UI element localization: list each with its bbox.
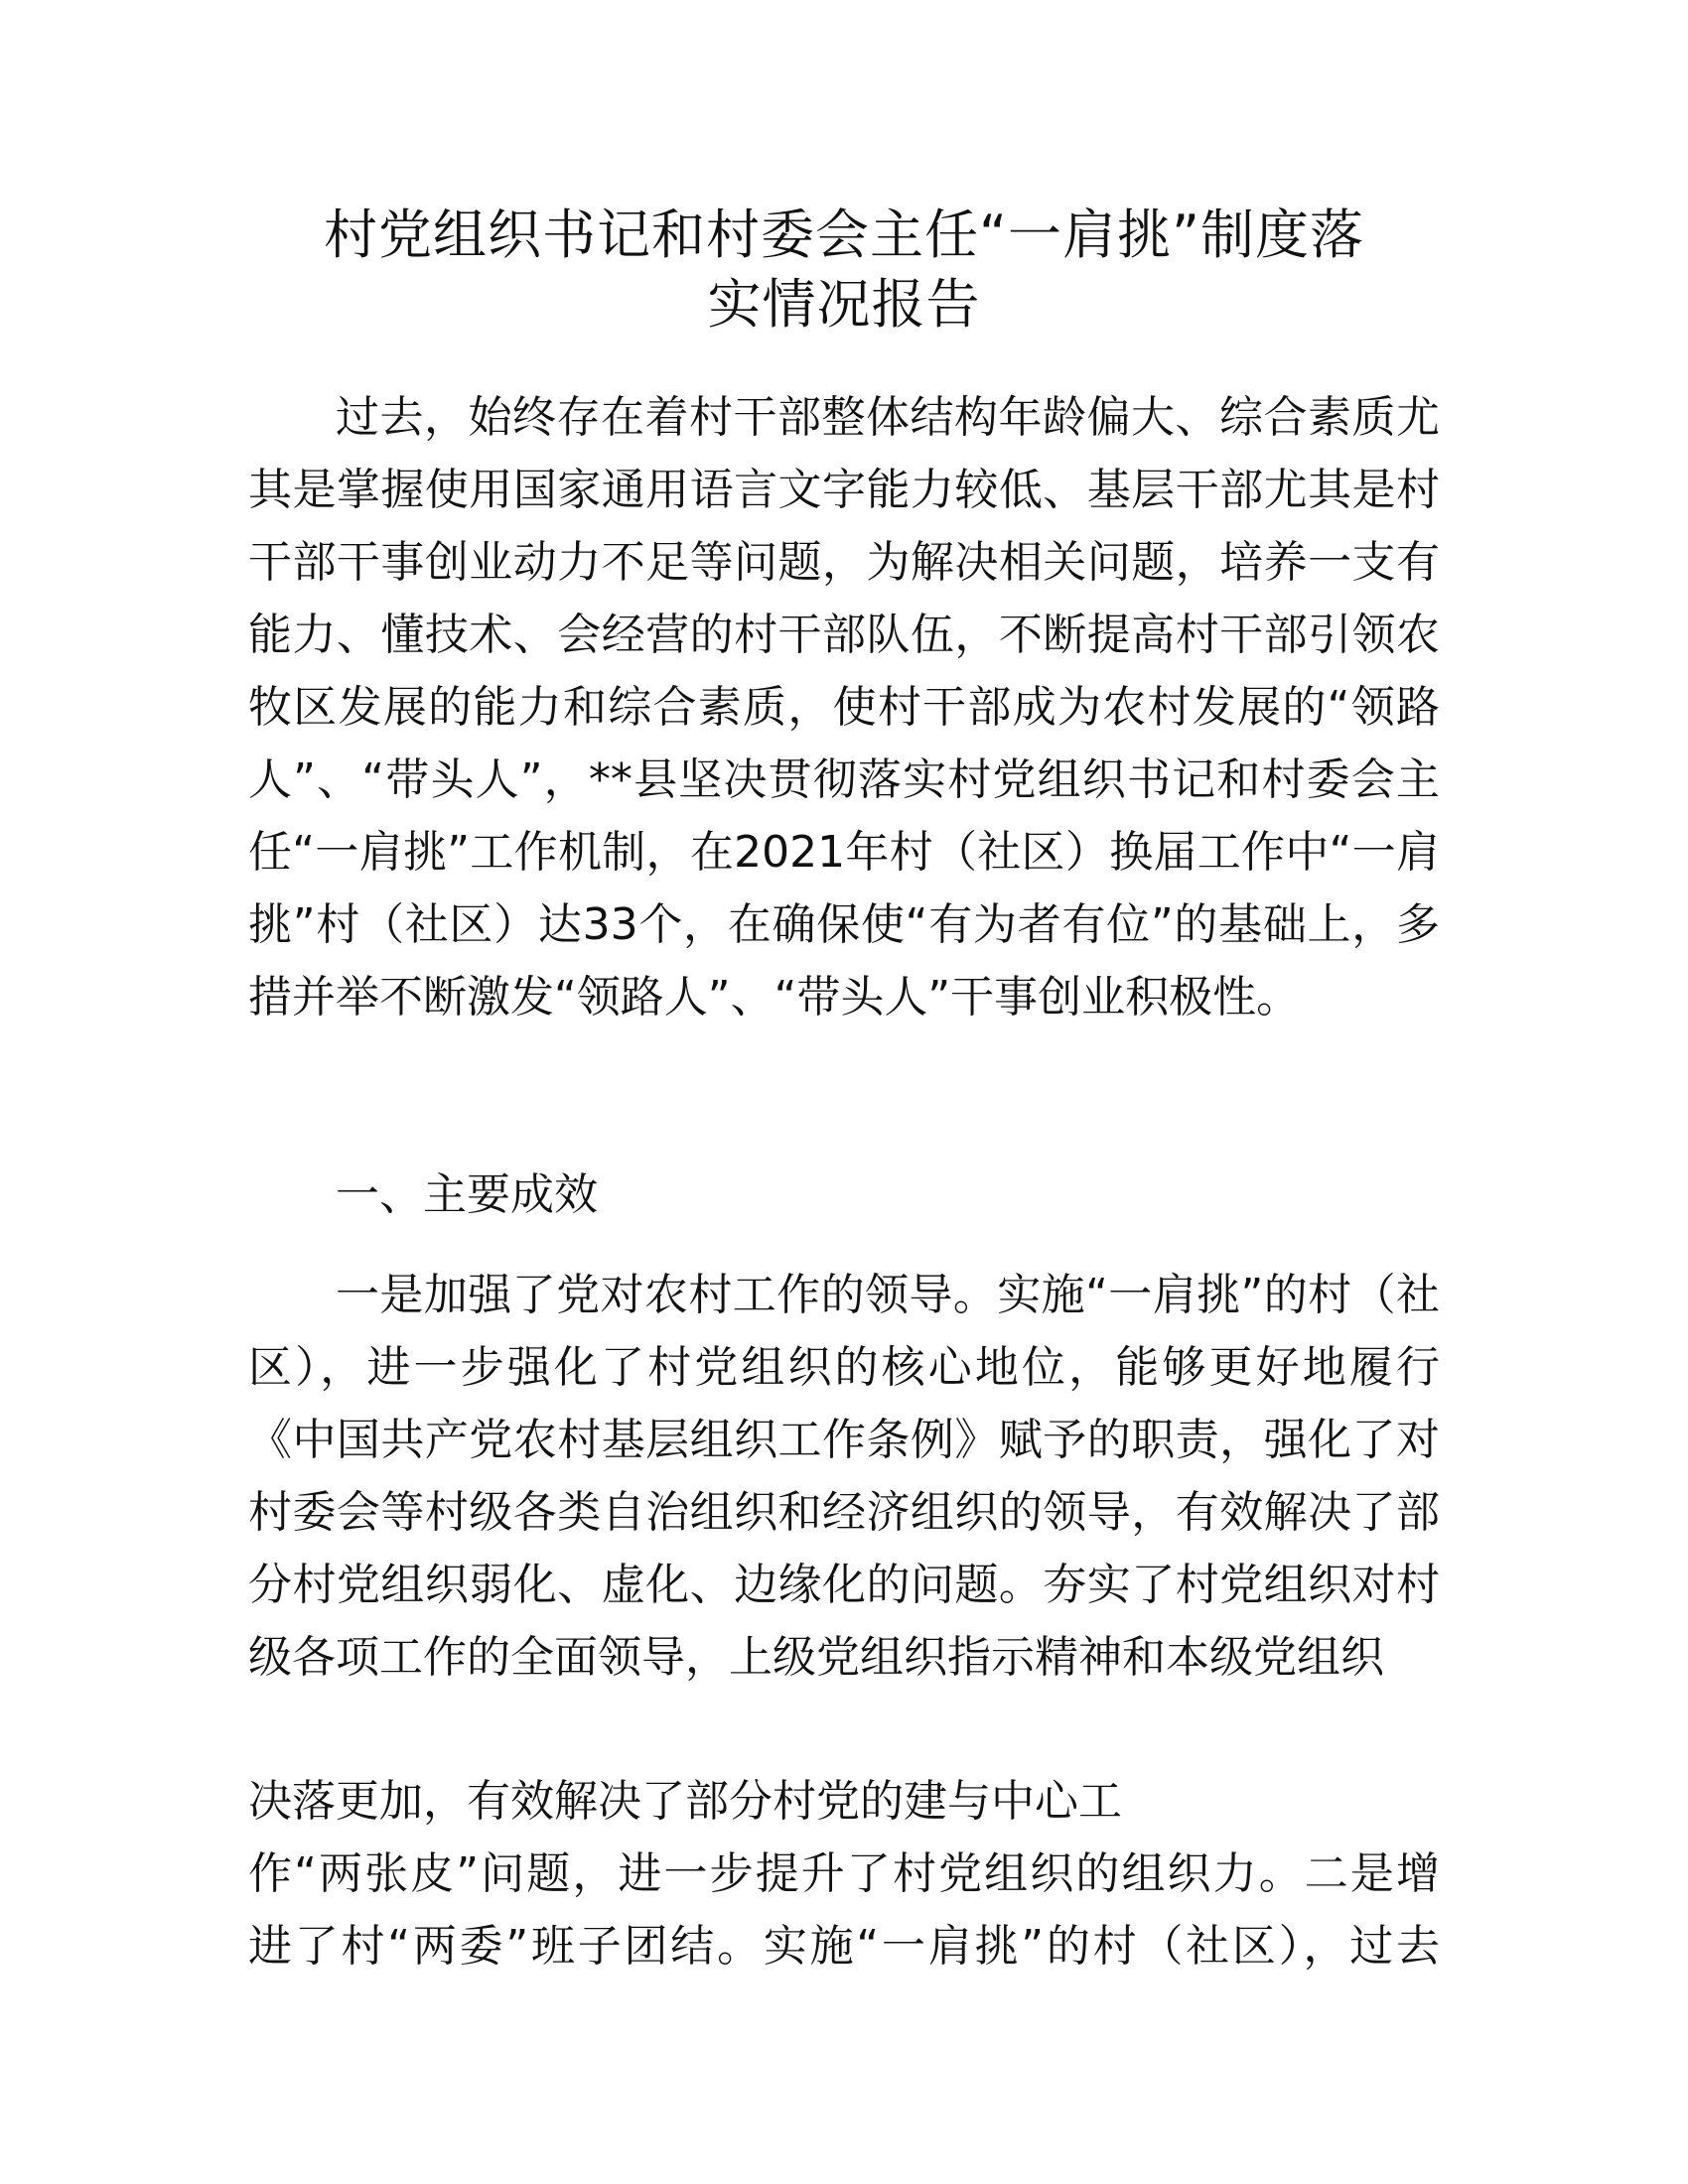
title-line-2: 实情况报告 xyxy=(707,273,981,336)
results-line-c: 进了村“两委”班子团结。实施“一肩挑”的村（社区），过去 xyxy=(248,1921,1440,1972)
title-line-1: 村党组织书记和村委会主任“一肩挑”制度落 xyxy=(324,204,1364,266)
section-heading-main-results: 一、主要成效 xyxy=(336,1169,598,1220)
results-paragraph: 一是加强了党对农村工作的领导。实施“一肩挑”的村（社区），进一步强化了村党组织的核心地位，能够更好地履行《中国共产党农村基层组织工作条例》赋予的职责，强化了对村委会等村级各类自治组织和经济组织的领导，有效解决了部分村党组织弱化、虚化、边缘化的问题。夯实了村党组织对村级各项工作的全面领导，上级党组织指示精神和本级党组织 xyxy=(248,1270,1440,1683)
document-title xyxy=(228,201,1460,340)
results-line-b: 作“两张皮”问题，进一步提升了村党组织的组织力。二是增 xyxy=(248,1848,1440,1899)
intro-paragraph: 过去，始终存在着村干部整体结构年龄偏大、综合素质尤其是掌握使用国家通用语言文字能力较低、基层干部尤其是村干部干事创业动力不足等问题，为解决相关问题，培养一支有能力、懂技术、会经营的村干部队伍，不断提高村干部引领农牧区发展的能力和综合素质，使村干部成为农村发展的“领路人”、“带头人”，**县坚决贯彻落实村党组织书记和村委会主任“一肩挑”工作机制，在2021年村（社区）换届工作中“一肩挑”村（社区）达33个，在确保使“有为者有位”的基础上，多措并举不断激发“领路人”、“带头人”干事创业积极性。 xyxy=(248,392,1440,1023)
results-line-a: 决落更加，有效解决了部分村党的建与中心工 xyxy=(248,1776,1122,1827)
